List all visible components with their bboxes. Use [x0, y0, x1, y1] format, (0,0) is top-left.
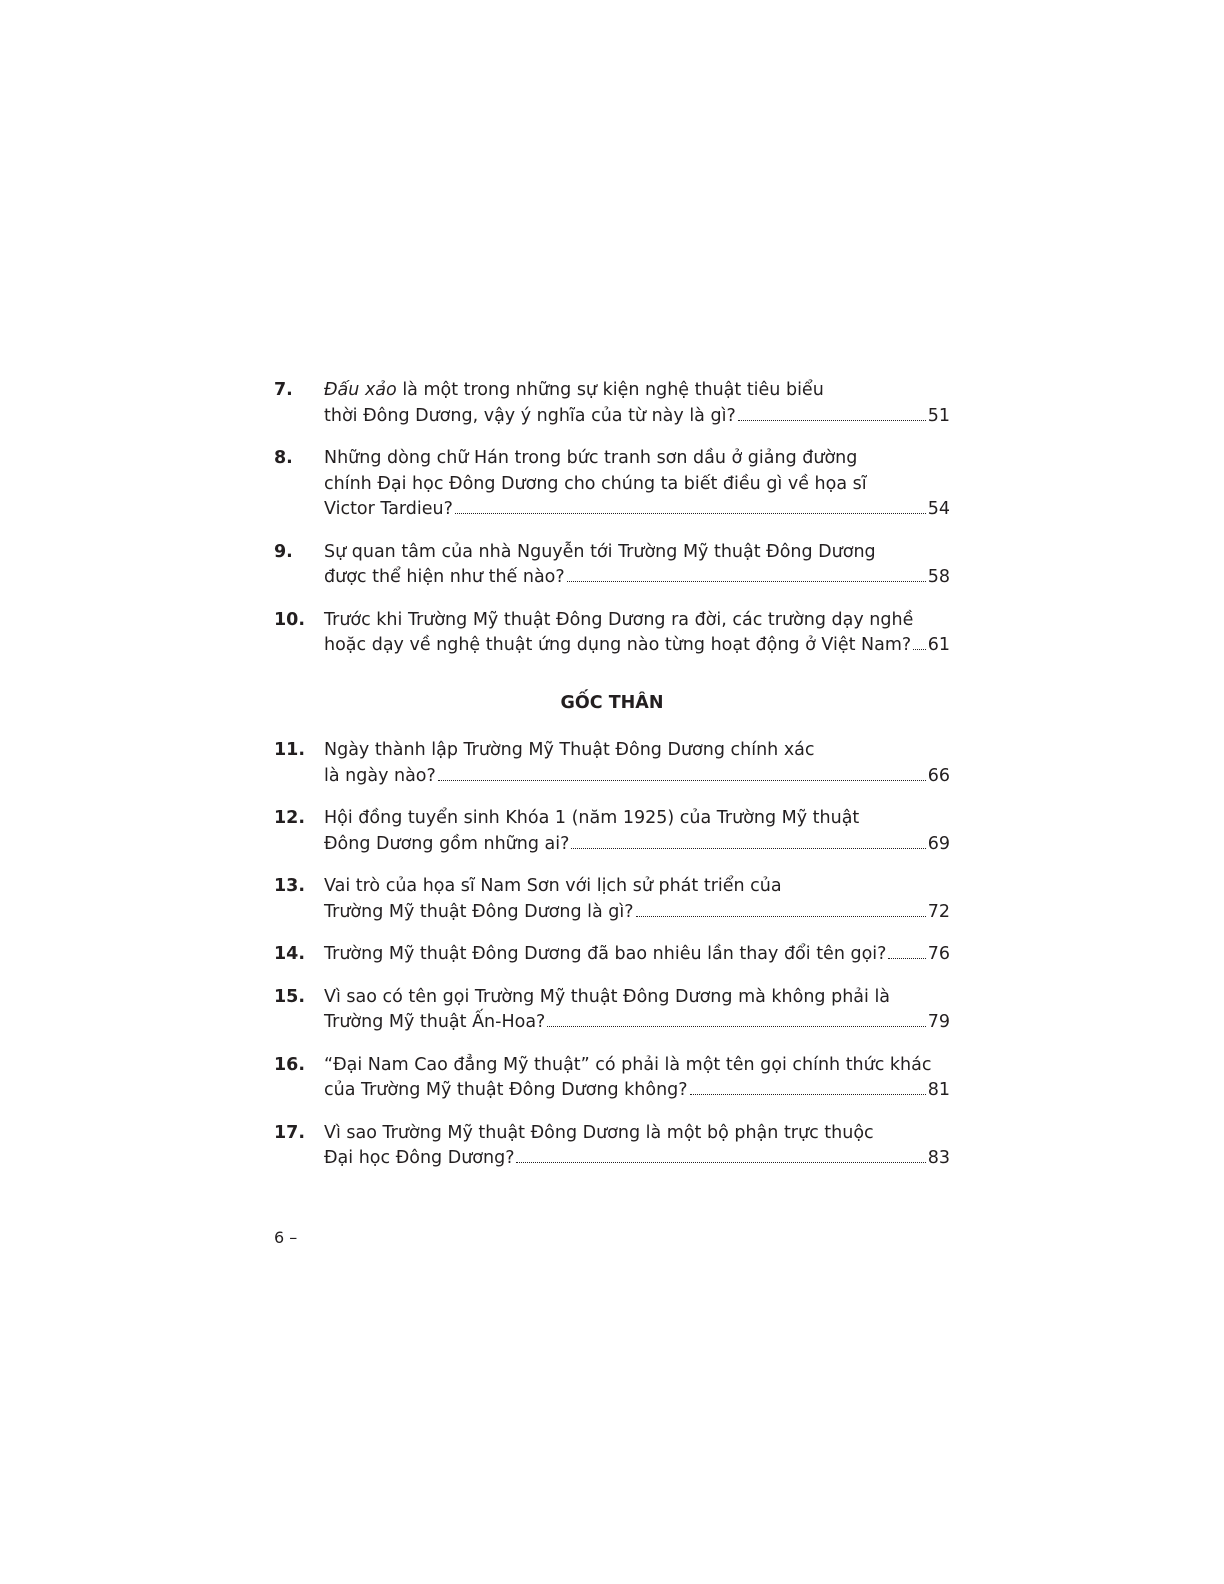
dot-leader — [888, 958, 925, 959]
page-number: 66 — [927, 765, 950, 786]
entry-last-line: Trường Mỹ thuật Đông Dương là gì? 72 — [324, 900, 950, 926]
entry-number: 17. — [274, 1122, 306, 1143]
entry-number: 14. — [274, 944, 306, 964]
page-number: 79 — [927, 1012, 950, 1032]
entry-last-line: là ngày nào? 66 — [324, 764, 950, 790]
dot-leader — [547, 1026, 925, 1027]
entry-number: 15. — [274, 986, 306, 1007]
toc-entry[interactable] — [274, 874, 950, 925]
entry-line: Ngày thành lập Trường Mỹ Thuật Đông Dương chính xác — [324, 740, 815, 760]
dot-leader — [913, 649, 926, 650]
entry-line: Vai trò của họa sĩ Nam Sơn với lịch sử phát triển của — [324, 876, 782, 896]
toc-entry[interactable] — [274, 985, 950, 1036]
entry-number: 13. — [274, 876, 306, 896]
entry-text — [324, 1121, 950, 1172]
entry-last-line: được thể hiện như thế nào? 58 — [324, 565, 950, 591]
entry-text — [324, 942, 950, 968]
entry-number: 8. — [274, 448, 293, 468]
entry-line: Sự quan tâm của nhà Nguyễn tới Trường Mỹ thuật Đông Dương — [324, 541, 876, 562]
entry-line: Trước khi Trường Mỹ thuật Đông Dương ra đời, các trường dạy nghề — [324, 609, 914, 630]
entry-italic-term: Đấu xảo — [324, 380, 397, 400]
entry-number: 12. — [274, 808, 306, 828]
entry-line: Đấu xảo là một trong những sự kiện nghệ thuật tiêu biểu — [324, 380, 824, 400]
entry-last-line: Trường Mỹ thuật Ấn-Hoa? 79 — [324, 1010, 950, 1036]
toc-entry[interactable] — [274, 378, 950, 429]
page-number: 81 — [927, 1080, 950, 1100]
entry-text — [324, 1053, 950, 1104]
entry-text — [324, 874, 950, 925]
entry-text — [324, 738, 950, 789]
entry-last-line: Đại học Đông Dương? 83 — [324, 1146, 950, 1172]
toc-entry[interactable] — [274, 738, 950, 789]
toc-entry[interactable] — [274, 942, 950, 968]
entry-line: Vì sao Trường Mỹ thuật Đông Dương là một bộ phận trực thuộc — [324, 1122, 874, 1143]
entry-text — [324, 806, 950, 857]
entry-text — [324, 446, 950, 523]
dot-leader — [690, 1094, 926, 1095]
page-number: 61 — [927, 635, 950, 655]
entry-last-line: Đông Dương gồm những ai? 69 — [324, 832, 950, 858]
entry-number: 16. — [274, 1054, 306, 1075]
entry-number: 9. — [274, 541, 293, 562]
table-of-contents — [274, 378, 950, 1189]
entry-last-line: của Trường Mỹ thuật Đông Dương không? 81 — [324, 1078, 950, 1104]
toc-entry[interactable] — [274, 540, 950, 591]
page-number: 72 — [927, 901, 950, 922]
entry-number: 10. — [274, 609, 306, 630]
entry-number: 11. — [274, 740, 306, 760]
entry-last-line: thời Đông Dương, vậy ý nghĩa của từ này là gì? 51 — [324, 404, 950, 430]
dot-leader — [636, 916, 926, 917]
dot-leader — [438, 780, 926, 781]
entry-last-line: Victor Tardieu? 54 — [324, 497, 950, 523]
toc-entry[interactable] — [274, 608, 950, 659]
page-number: 76 — [927, 944, 950, 964]
toc-entry[interactable] — [274, 446, 950, 523]
entry-line: “Đại Nam Cao đẳng Mỹ thuật” có phải là một tên gọi chính thức khác — [324, 1054, 932, 1075]
entry-line: Hội đồng tuyển sinh Khóa 1 (năm 1925) của Trường Mỹ thuật — [324, 808, 860, 828]
page-footer-number: 6 – — [274, 1228, 298, 1247]
page-number: 83 — [927, 1148, 950, 1168]
entry-line: Những dòng chữ Hán trong bức tranh sơn dầu ở giảng đường — [324, 448, 858, 468]
page-number: 69 — [927, 833, 950, 854]
page-number: 51 — [927, 405, 950, 426]
entry-text — [324, 608, 950, 659]
dot-leader — [516, 1162, 925, 1163]
entry-text — [324, 985, 950, 1036]
entry-line: Vì sao có tên gọi Trường Mỹ thuật Đông Dương mà không phải là — [324, 986, 891, 1007]
dot-leader — [738, 420, 926, 421]
entry-last-line: Trường Mỹ thuật Đông Dương đã bao nhiêu lần thay đổi tên gọi? 76 — [324, 942, 950, 968]
section-heading: GỐC THÂN — [560, 692, 664, 713]
toc-entry[interactable] — [274, 1053, 950, 1104]
entry-text — [324, 540, 950, 591]
entry-line: chính Đại học Đông Dương cho chúng ta biết điều gì về họa sĩ — [324, 473, 867, 494]
entry-number: 7. — [274, 380, 293, 400]
toc-entry[interactable] — [274, 1121, 950, 1172]
page-number: 58 — [927, 567, 950, 587]
page-number: 54 — [927, 499, 950, 519]
dot-leader — [455, 513, 926, 514]
toc-entry[interactable] — [274, 806, 950, 857]
entry-text — [324, 378, 950, 429]
entry-last-line: hoặc dạy về nghệ thuật ứng dụng nào từng hoạt động ở Việt Nam? 61 — [324, 633, 950, 659]
dot-leader — [571, 848, 925, 849]
dot-leader — [567, 581, 926, 582]
